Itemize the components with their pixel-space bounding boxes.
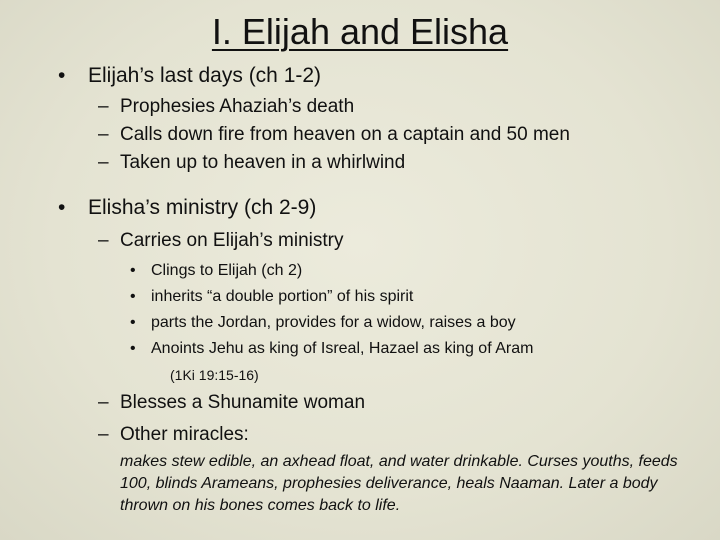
miracles-paragraph: makes stew edible, an axhead float, and water drinkable. Curses youths, feeds 100, blinds Arameans, prophesies deliverance, heals Naaman. Later a body thrown on his bones comes back to life. xyxy=(120,453,678,514)
subbullet-marker: • xyxy=(130,314,136,331)
bullet-marker: • xyxy=(58,196,66,219)
slide-title xyxy=(0,6,720,58)
slide-title-text: I. Elijah and Elisha xyxy=(211,11,509,52)
dash-marker: – xyxy=(98,424,109,445)
dash-marker: – xyxy=(98,152,109,173)
subbullet-marker: • xyxy=(130,340,136,357)
list-item: Carries on Elijah’s ministry xyxy=(120,230,344,251)
dash-marker: – xyxy=(98,124,109,145)
subbullet-marker: • xyxy=(130,262,136,279)
sublist-item: inherits “a double portion” of his spirit xyxy=(151,288,414,305)
list-item: Prophesies Ahaziah’s death xyxy=(120,96,355,117)
dash-marker: – xyxy=(98,392,109,413)
list-item: Other miracles: xyxy=(120,424,249,445)
sublist-item: Clings to Elijah (ch 2) xyxy=(151,262,303,279)
section-heading-elisha: Elisha’s ministry (ch 2-9) xyxy=(88,196,317,219)
dash-marker: – xyxy=(98,230,109,251)
list-item: Calls down fire from heaven on a captain and 50 men xyxy=(120,124,570,145)
section-heading-elijah: Elijah’s last days (ch 1-2) xyxy=(88,64,322,87)
subbullet-marker: • xyxy=(130,288,136,305)
sublist-item: parts the Jordan, provides for a widow, raises a boy xyxy=(151,314,516,331)
list-item: Taken up to heaven in a whirlwind xyxy=(120,152,406,173)
dash-marker: – xyxy=(98,96,109,117)
bullet-marker: • xyxy=(58,64,66,87)
scripture-reference: (1Ki 19:15-16) xyxy=(170,367,259,383)
sublist-item: Anoints Jehu as king of Isreal, Hazael as king of Aram xyxy=(151,340,534,357)
list-item: Blesses a Shunamite woman xyxy=(120,392,366,413)
